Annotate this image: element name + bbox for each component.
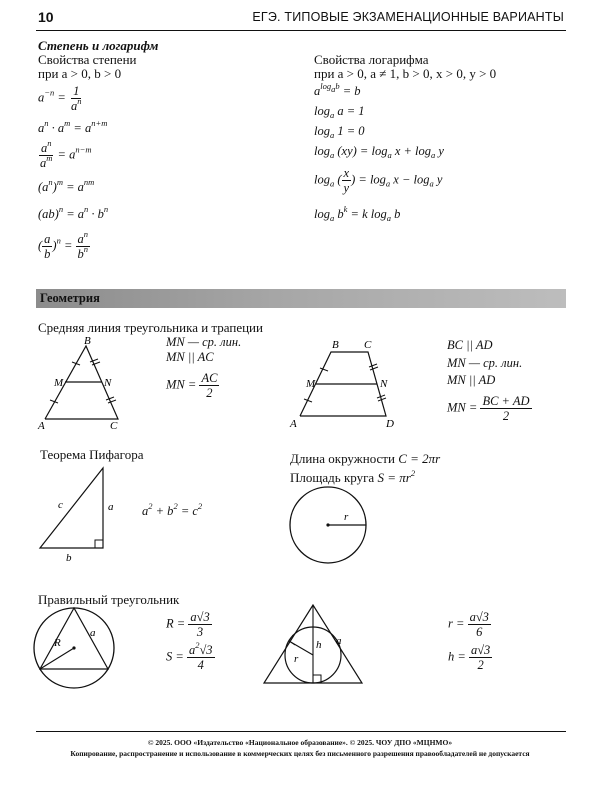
- trap-midline-note: MN — ср. лин.: [447, 356, 523, 370]
- pythagoras-title: Теорема Пифагора: [40, 447, 144, 462]
- logs-condition: при a > 0, a ≠ 1, b > 0, x > 0, y > 0: [314, 66, 497, 81]
- inscribed-circle-diagram: [258, 600, 368, 690]
- leg-b: b: [66, 552, 72, 564]
- inradius-r: r: [294, 653, 299, 665]
- midline-title: Средняя линия треугольника и трапеции: [38, 320, 263, 335]
- section-band-geometry: [36, 289, 566, 308]
- point-n: N: [380, 378, 388, 390]
- point-n: N: [104, 377, 112, 389]
- radius-r: r: [344, 511, 349, 523]
- formula-negative-exponent: $a^{-n}$ = $\frac{1}{a^n}$: [38, 84, 82, 113]
- footer-copyright: © 2025. ООО «Издательство «Национальное образование». © 2025. ЧОУ ДПО «МЦНМО»: [147, 738, 453, 747]
- hypotenuse-c: c: [58, 499, 63, 511]
- footer-notice: Копирование, распространение и использование в коммерческих целях без письменного разрешения правообладателей не допускается: [70, 749, 530, 758]
- circle-diagram: [288, 484, 384, 580]
- vertex-a: A: [290, 418, 297, 430]
- formula-circumradius: R = $\frac{a√3}{3}$: [166, 610, 210, 639]
- height-h: h: [316, 639, 322, 651]
- formula-product-powers: $a^n \cdot a^m = a^{n+m}$: [38, 118, 108, 135]
- midline-trapezoid-diagram: [288, 332, 408, 432]
- circumradius-r: R: [54, 637, 61, 649]
- tri-midline-formula: MN = $\frac{AC}{2}$: [166, 371, 218, 400]
- formula-quotient-powers: $\frac{a^n}{a^m}$ = $a^{n-m}$: [40, 138, 92, 170]
- trap-midline-formula: MN = $\frac{BC + AD}{2}$: [447, 394, 530, 423]
- vertex-b: B: [84, 335, 91, 347]
- header-rule: [36, 30, 566, 31]
- point-m: M: [306, 378, 316, 390]
- side-a: a: [336, 635, 342, 647]
- formula-power-of-product: $(ab)^n = a^n \cdot b^n$: [38, 204, 109, 221]
- formula-inradius: r = $\frac{a√3}{6}$: [448, 610, 489, 639]
- tri-parallel-note: MN || AC: [166, 350, 214, 364]
- circle-area: Площадь круга $S = \pi r^2$: [290, 468, 416, 485]
- midline-triangle-diagram: [30, 332, 140, 432]
- vertex-c: C: [110, 420, 118, 432]
- vertex-d: D: [386, 418, 394, 430]
- point-m: M: [54, 377, 64, 389]
- formula-log-identity: $a^{log_ab} = b$: [314, 81, 361, 98]
- side-a: a: [90, 627, 96, 639]
- regular-triangle-title: Правильный треугольник: [38, 592, 180, 607]
- logs-subheading: Свойства логарифма: [314, 52, 429, 67]
- formula-area-regular-triangle: S = $\frac{a^2√3}{4}$: [166, 640, 213, 672]
- vertex-a: A: [38, 420, 45, 432]
- formula-log-a-a: $\log_a a = 1$: [314, 104, 365, 120]
- vertex-b: B: [332, 339, 339, 351]
- formula-pythagoras: $a^2 + b^2 = c^2$: [142, 501, 203, 518]
- vertex-c: C: [364, 339, 372, 351]
- footer-rule: [36, 731, 566, 732]
- formula-log-one: $\log_a 1 = 0$: [314, 124, 365, 140]
- formula-log-quotient: $\log_a$ ( $\frac{x}{y}$ ) = $\log_a x - \log_a y$: [314, 166, 443, 195]
- formula-log-product: $\log_a (xy) = \log_a x + \log_a y$: [314, 144, 444, 160]
- formula-height: h = $\frac{a√3}{2}$: [448, 643, 491, 672]
- running-title: ЕГЭ. ТИПОВЫЕ ЭКЗАМЕНАЦИОННЫЕ ВАРИАНТЫ: [252, 10, 564, 24]
- trap-parallel-note: MN || AD: [447, 373, 496, 387]
- circle-length: Длина окружности C = 2πr: [290, 451, 441, 466]
- band-label: Геометрия: [40, 291, 100, 305]
- powers-subheading: Свойства степени: [38, 52, 137, 67]
- formula-power-of-power: $(a^n)^m = a^{nm}$: [38, 177, 95, 194]
- formula-power-of-quotient: ( $\frac{a}{b}$ )$^n$ = $\frac{a^n}{b^n}$: [38, 229, 89, 261]
- tri-midline-note: MN — ср. лин.: [166, 335, 242, 349]
- section-heading-powers: Степень и логарифм: [38, 38, 159, 53]
- powers-condition: при a > 0, b > 0: [38, 66, 122, 81]
- circumscribed-circle-diagram: [30, 600, 130, 700]
- trap-parallel-bases: BC || AD: [447, 338, 493, 352]
- leg-a: a: [108, 501, 114, 513]
- right-triangle-diagram: [30, 460, 130, 565]
- formula-log-power: $\log_a b^k = k$ $\log_a b$: [314, 204, 401, 223]
- page-number: 10: [38, 9, 54, 25]
